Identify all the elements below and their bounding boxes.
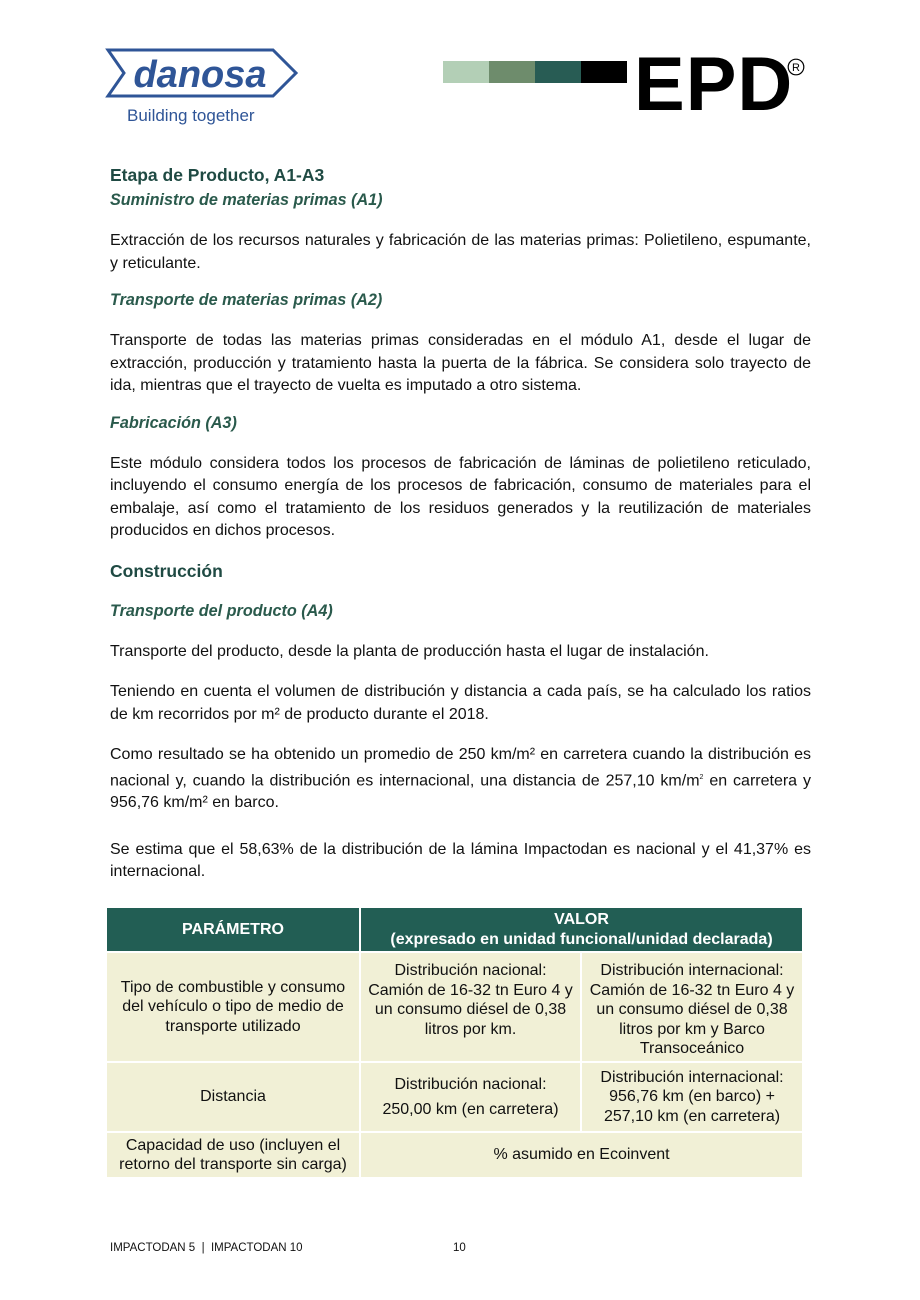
fuel-international-cell: Distribución internacional: Camión de 16-32 tn Euro 4 y un consumo diésel de 0,38 litros por km y Barco Transoceánico xyxy=(581,952,803,1062)
a3-paragraph: Este módulo considera todos los procesos de fabricación de láminas de polietileno reticulado, incluyendo el consumo energía de los procesos de fabricación, consumo de materiales para el embalaje, así como el tratamiento de los residuos generados y la reutilización de materiales producidos en dichos procesos. xyxy=(110,454,811,539)
param-fuel-cell: Tipo de combustible y consumo del vehículo o tipo de medio de transporte utilizado xyxy=(106,952,360,1062)
table-row xyxy=(106,952,803,1062)
param-capacity-cell: Capacidad de uso (incluyen el retorno del transporte sin carga) xyxy=(106,1132,360,1178)
a4-paragraph-2: Teniendo en cuenta el volumen de distribución y distancia a cada país, se ha calculado los ratios de km recorridos por m² de producto durante el 2018. xyxy=(110,683,811,723)
a2-heading: Transporte de materias primas (A2) xyxy=(110,291,383,309)
table-row xyxy=(106,1062,803,1132)
registered-mark-icon xyxy=(787,58,805,76)
construction-heading: Construcción xyxy=(110,560,223,581)
a4-paragraph-3: Como resultado se ha obtenido un promedio de 250 km/m² en carretera cuando la distribución es nacional y, cuando la distribución es internacional, una distancia de 257,10 $km/m^2$ en carretera y 956,76 km/m² en barco. xyxy=(110,746,811,812)
a1-heading: Suministro de materias primas (A1) xyxy=(110,191,383,209)
a1-paragraph: Extracción de los recursos naturales y fabricación de las materias primas: Polietileno, espumante, y reticulante. xyxy=(110,232,811,272)
a4-paragraph-1: Transporte del producto, desde la planta de producción hasta el lugar de instalación. xyxy=(110,642,709,660)
distance-national-cell: Distribución nacional: 250,00 km (en carretera) xyxy=(360,1062,581,1132)
danosa-logo xyxy=(105,47,300,127)
product-stage-heading: Etapa de Producto, A1-A3 xyxy=(110,165,325,185)
epd-bar-dark xyxy=(535,61,581,83)
table-row xyxy=(106,1132,803,1178)
fuel-national-cell: Distribución nacional: Camión de 16-32 tn Euro 4 y un consumo diésel de 0,38 litros por km. xyxy=(360,952,581,1062)
a4-heading: Transporte del producto (A4) xyxy=(110,601,333,620)
a2-paragraph: Transporte de todas las materias primas consideradas en el módulo A1, desde el lugar de extracción, producción y tratamiento hasta la puerta de la fábrica. Se considera solo trayecto de ida, mientras que el trayecto de vuelta es imputado a otro sistema. xyxy=(110,332,811,394)
distance-international-cell: Distribución internacional: 956,76 km (en barco) + 257,10 km (en carretera) xyxy=(581,1062,803,1132)
footer-product-names: IMPACTODAN 5 | IMPACTODAN 10 xyxy=(110,1242,303,1254)
epd-logo-text: EPD xyxy=(634,42,794,127)
header-parameter: PARÁMETRO xyxy=(106,907,360,952)
page-content xyxy=(110,165,811,884)
epd-bar-black xyxy=(581,61,627,83)
svg-text:R: R xyxy=(792,62,800,74)
param-distance-cell: Distancia xyxy=(106,1062,360,1132)
epd-color-bars xyxy=(443,61,627,83)
a3-heading: Fabricación (A3) xyxy=(110,413,237,432)
epd-bar-mid xyxy=(489,61,535,83)
header-value: VALOR (expresado en unidad funcional/unidad declarada) xyxy=(360,907,803,952)
logo-wordmark: danosa xyxy=(133,54,267,96)
transport-parameters-table xyxy=(105,906,804,1179)
logo-tagline: Building together xyxy=(127,106,255,125)
table-header-row xyxy=(106,907,803,952)
a4-paragraph-4: Se estima que el 58,63% de la distribución de la lámina Impactodan es nacional y el 41,37% es internacional. xyxy=(110,840,811,881)
page-number: 10 xyxy=(453,1242,466,1254)
capacity-value-cell: % asumido en Ecoinvent xyxy=(360,1132,803,1178)
epd-bar-light xyxy=(443,61,489,83)
